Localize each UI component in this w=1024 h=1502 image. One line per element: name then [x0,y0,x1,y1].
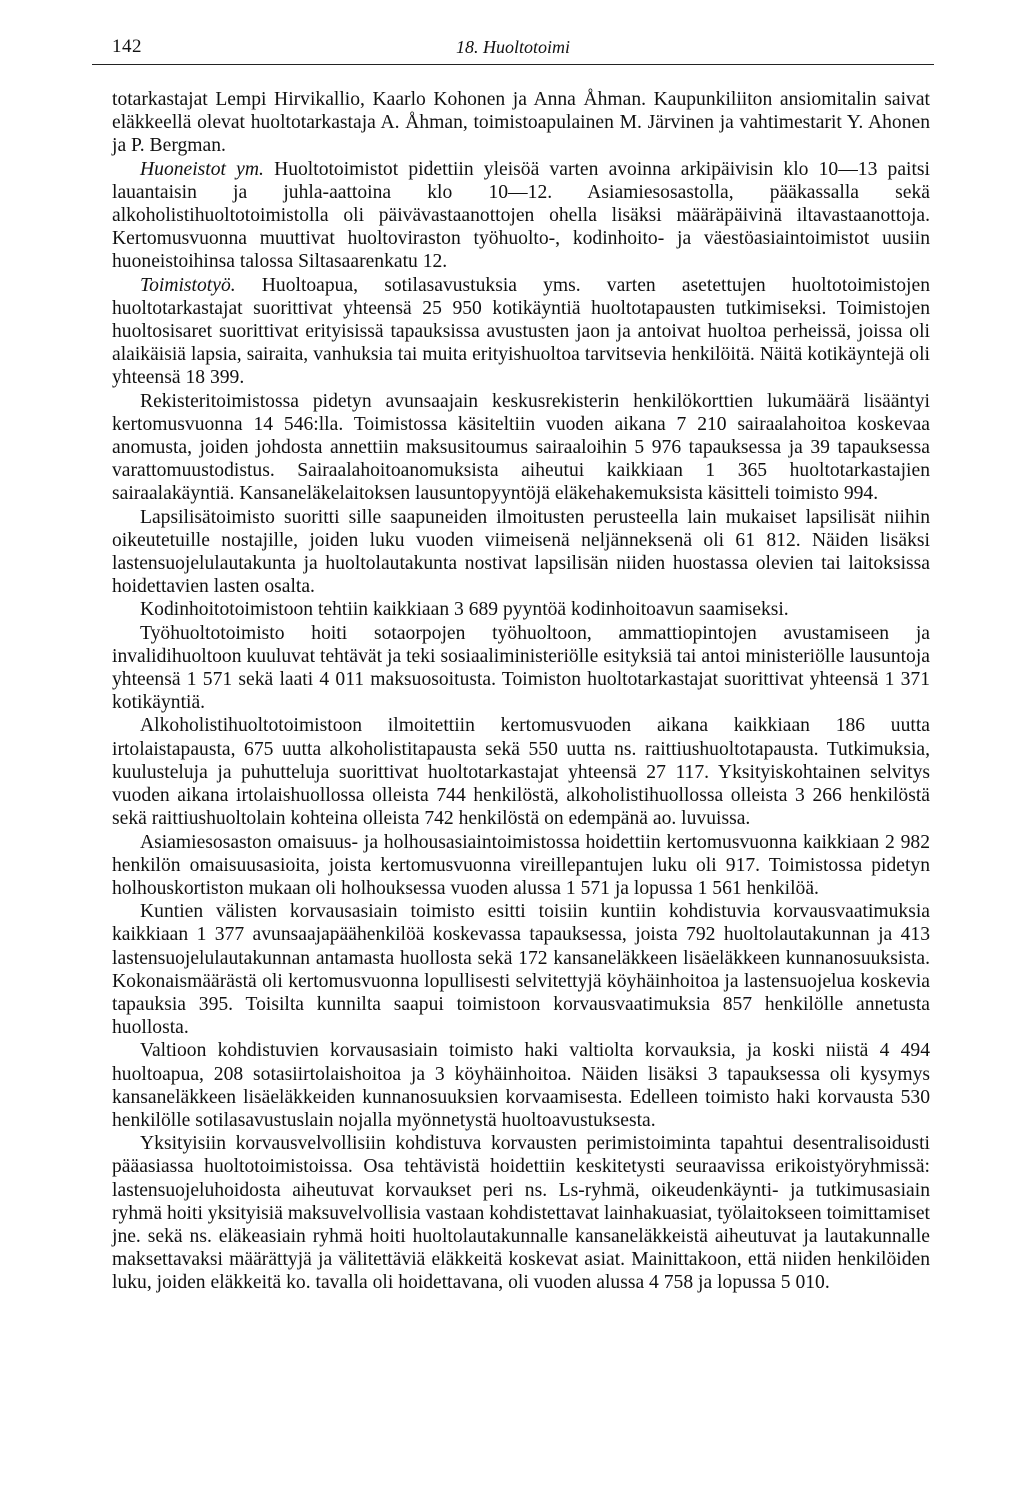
paragraph [112,1132,930,1294]
paragraph-text: Huoltoapua, sotilasavustuksia yms. varten asetettujen huoltotoimistojen huoltotarkastajat suorittivat yhteensä 25 950 kotikäyntiä huoltotapausten tutkimiseksi. Toimistojen huoltosisaret suorittivat erityisissä tapauksissa avustusten jaon ja antoivat huoltoa perheissä, joissa oli alaikäisiä lapsia, sairaita, vanhuksia tai muita erityishuoltoa tarvitsevia henkilöitä. Näitä kotikäyntejä oli yhteensä 18 399. [112,274,930,389]
paragraph [112,274,930,390]
paragraph [112,158,930,274]
paragraph-text: totarkastajat Lempi Hirvikallio, Kaarlo Kohonen ja Anna Åhman. Kaupunkiliiton ansiomitalin saivat eläkkeellä olevat huoltotarkastaja A. Åhman, toimistoapulainen M. Järvinen ja vahtimestarit Y. Ahonen ja P. Bergman. [112,89,930,157]
paragraph-text: Asiamiesosaston omaisuus- ja holhousasiaintoimistossa hoidettiin kertomusvuonna kaikkiaan 2 982 henkilön omaisuusasioita, joista kertomusvuonna vireillepantujen luku oli 917. Toimistossa pidetyn holhouskortiston mukaan oli holhouksessa vuoden alussa 1 571 ja lopussa 1 561 henkilöä. [112,831,930,899]
paragraph [112,506,930,599]
paragraph-text: Lapsilisätoimisto suoritti sille saapuneiden ilmoitusten perusteella lain mukaiset lapsilisät niihin oikeutetuille nostajille, joiden luku vuoden viimeisenä neljänneksenä oli 61 812. Näiden lisäksi lastensuojelulautakunta ja huoltolautakunta nostivat lapsilisän niiden huostassa olevien tai laitoksissa hoidettavien lasten osalta. [112,506,930,598]
page-header [92,36,934,65]
paragraph [112,831,930,901]
paragraph-text: Huoltotoimistot pidettiin yleisöä varten avoinna arkipäivisin klo 10—13 paitsi lauantaisin ja juhla-aattoina klo 10—12. Asiamiesosastolla, pääkassalla sekä alkoholistihuoltotoimistolla oli päivävastaanottojen ohella lisäksi määräpäivinä iltavastaanottoja. Kertomusvuonna muuttivat huoltoviraston työhuolto-, kodinhoito- ja väestöasiaintoimistot uusiin huoneistoihinsa talossa Siltasaarenkatu 12. [112,158,930,273]
paragraph [112,900,930,1039]
paragraph-text: Kuntien välisten korvausasiain toimisto esitti toisiin kuntiin kohdistuvia korvausvaatimuksia kaikkiaan 1 377 avunsaajapäähenkilöä koskevassa tapauksessa, joista 792 huoltolautakunnan ja 413 lastensuojelulautakunnan antamasta huollosta sekä 172 kansaneläkkeen lisäeläkkeen kunnanosuuksista. Kokonaismäärästä oli kertomusvuonna lopullisesti selvitettyjä köyhäinhoitoa ja lastensuojelua koskevia tapauksia 395. Toisilta kunnilta saapui toimistoon korvausvaatimuksia 857 henkilölle annetusta huollosta. [112,901,930,1039]
paragraph [112,1039,930,1132]
paragraph [112,714,930,830]
page-number: 142 [112,36,142,57]
running-head: 18. Huoltotoimi [455,37,570,57]
paragraph [112,390,930,506]
paragraph-text: Työhuoltotoimisto hoiti sotaorpojen työhuoltoon, ammattiopintojen avustamiseen ja invalidihuoltoon kuuluvat tehtävät ja teki sosiaaliministeriölle esityksiä tai antoi ministeriölle lausuntoja yhteensä 1 571 sekä laati 4 011 maksuosoitusta. Toimiston huoltotarkastajat suorittivat yhteensä 1 371 kotikäyntiä. [112,622,930,714]
paragraph-text: Alkoholistihuoltotoimistoon ilmoitettiin kertomusvuoden aikana kaikkiaan 186 uutta irtolaistapausta, 675 uutta alkoholistitapausta sekä 550 uutta ns. raittiushuoltotapausta. Tutkimuksia, kuulusteluja ja puhutteluja suorittivat huoltotarkastajat yhteensä 27 117. Yksityiskohtainen selvitys vuoden aikana irtolaishuollossa olleista 744 henkilöstä, alkoholistihuollossa olleista 3 266 henkilöstä sekä raittiushuoltolain kohteina olleista 742 henkilöstä on edempänä ao. luvuissa. [112,715,930,830]
section-heading: Huoneistot ym. [140,158,264,180]
body-text [112,88,930,1295]
paragraph-text: Valtioon kohdistuvien korvausasiain toimisto haki valtiolta korvauksia, ja koski niistä 4 494 huoltoapua, 208 sotasiirtolaishoitoa ja 3 köyhäinhoitoa. Näiden lisäksi 3 tapauksessa oli kysymys kansaneläkkeen lisäeläkkeiden kunnanosuuksien korvaamisesta. Edelleen toimisto haki korvausta 530 henkilölle sotilasavustuslain nojalla myönnetystä huoltoavustuksesta. [112,1040,930,1131]
paragraph [112,598,930,621]
paragraph [112,88,930,158]
paragraph-text: Kodinhoitotoimistoon tehtiin kaikkiaan 3 689 pyyntöä kodinhoitoavun saamiseksi. [140,599,789,621]
paragraph-text: Yksityisiin korvausvelvollisiin kohdistuva korvausten perimistoiminta tapahtui desentralisoidusti pääasiassa huoltotoimistoissa. Osa tehtävistä hoidettiin keskitetysti seuraavissa erikoistyöryhmissä: lastensuojeluhoidosta aiheutuvat korvaukset peri ns. Ls-ryhmä, oikeudenkäynti- ja tutkimusasiain ryhmä hoiti yksityisiä maksuvelvollisia vastaan kohdistettavat lainhakuasiat, työlaitokseen toimittamiset jne. sekä ns. eläkeasiain ryhmä hoiti huoltolautakunnalle kansaneläkkeistä aiheutuvat ja lautakunnalle maksettavaksi määrättyjä ja välitettäviä eläkkeitä koskevat asiat. Mainittakoon, että niiden henkilöiden luku, joiden eläkkeitä ko. tavalla oli hoidettavana, oli vuoden alussa 4 758 ja lopussa 5 010. [112,1133,930,1294]
paragraph [112,622,930,715]
paragraph-text: Rekisteritoimistossa pidetyn avunsaajain keskusrekisterin henkilökorttien lukumäärä lisääntyi kertomusvuonna 14 546:lla. Toimistossa käsiteltiin vuoden aikana 7 210 sairaalahoitoa koskevaa anomusta, joiden johdosta annettiin maksusitoumus sairaaloihin 5 976 tapauksessa ja 39 tapauksessa varattomuustodistus. Sairaalahoitoanomuksista aiheutui kaikkiaan 1 365 huoltotarkastajien sairaalakäyntiä. Kansaneläkelaitoksen lausuntopyyntöjä eläkehakemuksista käsitteli toimisto 994. [112,390,930,505]
section-heading: Toimistotyö. [140,274,236,296]
